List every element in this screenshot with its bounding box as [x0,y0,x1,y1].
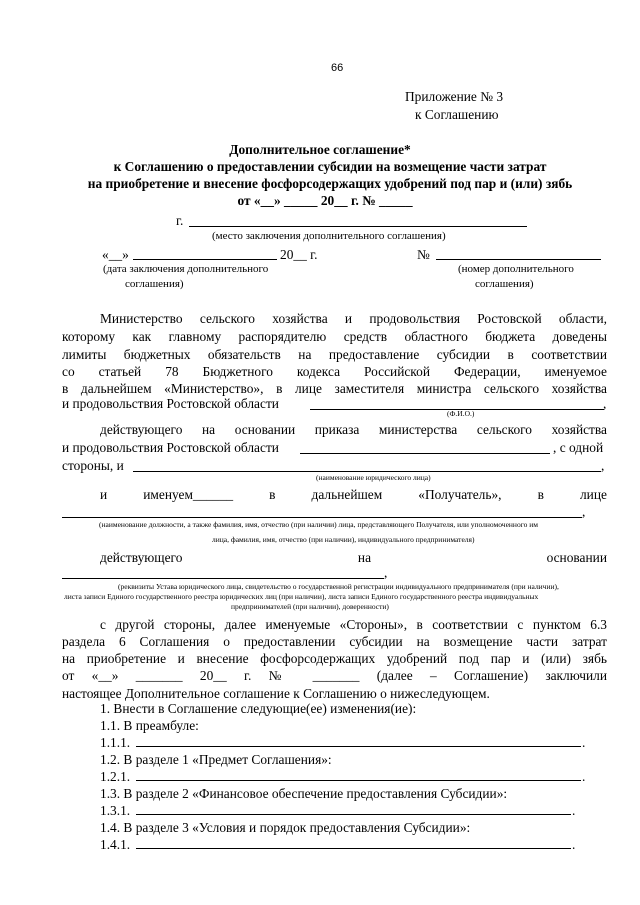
req-caption-3: предпринимателей (при наличии), доверенности) [231,602,389,611]
preamble-line-8: и продовольствия Ростовской области [62,440,279,455]
basis-line [62,578,384,579]
place-prefix: г. [176,213,184,228]
preamble-line-7: действующего на основании приказа министерства сельского хозяйства [100,422,607,437]
position-caption-2: лица, фамилия, имя, отчество (при наличии), индивидуального предпринимателя) [212,535,475,544]
item-1-3-1-end: . [572,803,576,818]
appendix-title: Приложение № 3 [405,89,504,104]
doc-subtitle-1: к Соглашению о предоставлении субсидии на возмещение части затрат [113,159,547,174]
item-1-1-1-end: . [582,735,586,750]
number-caption-2: соглашения) [475,278,534,290]
body-line-3: на приобретение и внесение фосфорсодержащих удобрений под пар и (или) зябь [62,651,607,666]
date-caption-2: соглашения) [125,278,184,290]
date-open: «__» [102,247,129,262]
l10-word: «Получатель», [418,487,502,502]
position-caption-1: (наименование должности, а также фамилия, имя, отчество (при наличии) лица, представляющего Получателя, или уполномоченного им [99,520,538,529]
item-1-1-1-line [136,746,581,747]
preamble-line-6: и продовольствия Ростовской области [62,396,279,411]
preamble-line-5: в дальнейшем «Министерство», в лице заместителя министра сельского хозяйства [62,381,607,396]
doc-subtitle-2: на приобретение и внесение фосфорсодержащих удобрений под пар и (или) зябь [87,176,573,191]
appendix-subtitle: к Соглашению [415,107,499,122]
preamble-line-10 [100,486,607,504]
item-1-2-1: 1.2.1. [100,769,131,784]
preamble-line-1: Министерство сельского хозяйства и продовольствия Ростовской области, [100,311,607,326]
item-1-1-1: 1.1.1. [100,735,131,750]
l10-word: и [100,487,108,502]
item-1-3-1-line [136,814,571,815]
preamble-line-2: которому как главному распорядителю средств областного бюджета доведены [62,329,607,344]
l10-word: именуем______ [143,487,234,502]
req-caption-2: листа записи Единого государственного реестра юридических лиц (при наличии), листа записи Единого государственного реестра индивидуальных [64,592,539,601]
req-caption-1: (реквизиты Устава юридического лица, свидетельство о государственной регистрации индивидуального предпринимателя (при наличии), [118,582,559,591]
date-year: 20__ г. [280,247,318,262]
preamble-line-13-end: , [384,565,388,580]
item-1-2-1-end: . [582,769,586,784]
l10-word: в [269,487,276,502]
official-line [300,453,550,454]
item-1-3-1: 1.3.1. [100,803,131,818]
place-line [189,226,527,227]
l10-word: дальнейшем [311,487,383,502]
l12-word: действующего [100,550,183,565]
item-1-2-1-line [136,780,581,781]
item-1-4-1-line [136,848,571,849]
preamble-line-8-end: , с одной [553,440,604,455]
place-caption: (место заключения дополнительного соглашения) [212,230,446,242]
item-1: 1. Внести в Соглашение следующие(ее) изменения(ие): [100,701,417,716]
item-1-1: 1.1. В преамбуле: [100,718,199,733]
l10-word: в [537,487,544,502]
date-line [133,259,277,260]
number-line [436,259,601,260]
number-caption-1: (номер дополнительного [458,263,574,275]
preamble-line-9: стороны, и [62,458,124,473]
preamble-line-6-end: , [603,396,607,411]
preamble-line-11-end: , [582,504,586,519]
body-line-4: от «__» _______ 20__ г. № _______ (далее – Соглашение) заключили [62,668,607,683]
body-line-5: настоящее Дополнительное соглашение к Соглашению о нижеследующем. [62,686,490,701]
l12-word: основании [546,550,607,565]
date-caption-1: (дата заключения дополнительного [103,263,269,275]
doc-subtitle-3: от «__» _____ 20__ г. № _____ [237,193,413,208]
item-1-4-1: 1.4.1. [100,837,131,852]
preamble-line-4: со статьей 78 Бюджетного кодекса Российской Федерации, именуемое [62,364,607,379]
fio-caption: (Ф.И.О.) [447,409,475,418]
page-number: 66 [331,62,344,74]
item-1-2: 1.2. В разделе 1 «Предмет Соглашения»: [100,752,332,767]
number-prefix: № [417,247,430,262]
body-line-1: с другой стороны, далее именуемые «Стороны», в соответствии с пунктом 6.3 [100,617,607,632]
legal-caption: (наименование юридического лица) [316,473,431,482]
preamble-line-12 [100,549,607,567]
l12-word: на [357,550,372,565]
preamble-line-3: лимиты бюджетных обязательств на предоставление субсидии в соответствии [62,347,607,362]
doc-title: Дополнительное соглашение* [229,142,411,157]
item-1-3: 1.3. В разделе 2 «Финансовое обеспечение предоставления Субсидии»: [100,786,508,801]
body-line-2: раздела 6 Соглашения о предоставлении субсидии на возмещение части затрат [62,634,607,649]
representative-line [62,517,582,518]
item-1-4-1-end: . [572,837,576,852]
l10-word: лице [579,487,607,502]
preamble-line-9-end: , [601,458,605,473]
item-1-4: 1.4. В разделе 3 «Условия и порядок предоставления Субсидии»: [100,820,471,835]
